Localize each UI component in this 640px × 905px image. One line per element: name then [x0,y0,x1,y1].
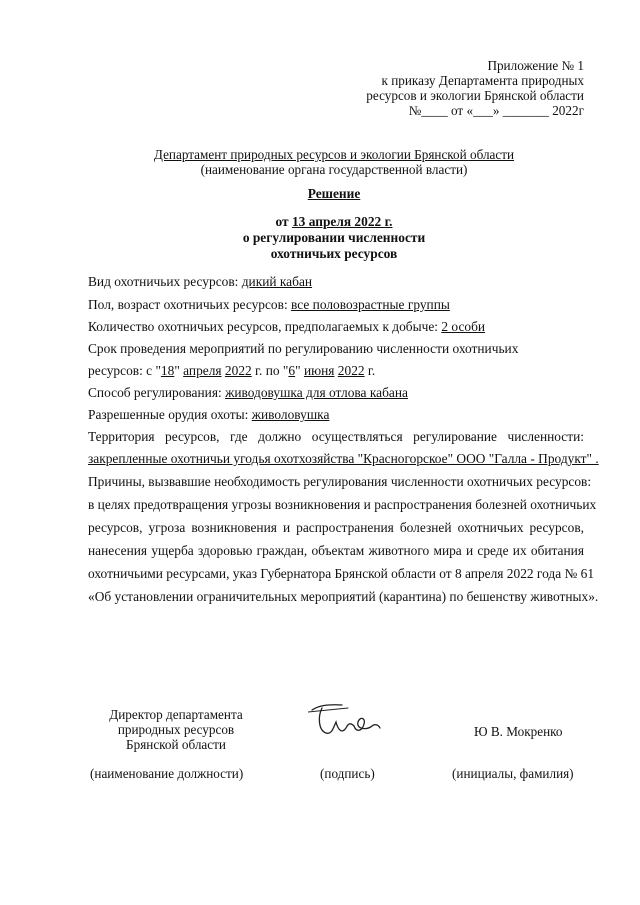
sex-age-label: Пол, возраст охотничьих ресурсов: [88,297,292,312]
sex-age-row [88,297,450,313]
period-to-day: 6 [288,363,296,378]
appendix-line-2: к приказу Департамента природных [381,73,584,88]
quantity-value: 2 особи [441,319,486,334]
reasons-line-1: Причины, вызвавшие необходимость регулирования численности охотничьих ресурсов: [88,474,592,489]
date-prefix: от [275,214,292,229]
subject-line-1: о регулировании численности [242,230,426,245]
reasons-line-2: в целях предотвращения угрозы возникновения и распространения болезней охотничьих [88,497,597,512]
tools-label: Разрешенные орудия охоты: [88,407,252,422]
tools-value: живоловушка [251,407,330,422]
appendix-line-3: ресурсов и экологии Брянской области [366,88,584,103]
reasons-line-4: нанесения ущерба здоровью граждан, объектам животного мира и среде их обитания [88,543,584,558]
method-row [88,385,408,401]
period-from-month: апреля [183,363,222,378]
period-line-1: Срок проведения мероприятий по регулированию численности охотничьих [88,341,519,356]
method-value: живодовушка для отлова кабана [225,385,408,400]
period-sep-3: " [295,363,304,378]
period-suffix: г. [364,363,376,378]
reasons-line-3: ресурсов, угроза возникновения и распространения болезней охотничьих ресурсов, [88,520,584,535]
period-from-year: 2022 [224,363,252,378]
period-sep-1: " [174,363,184,378]
species-label: Вид охотничьих ресурсов: [88,274,242,289]
decision-date [0,214,640,230]
tools-row [88,407,329,423]
quantity-label: Количество охотничьих ресурсов, предполагаемых к добыче: [88,319,442,334]
territory-line-1: Территория ресурсов, где должно осуществляться регулирование численности: [88,429,584,444]
period-to-year: 2022 [337,363,365,378]
period-to-month: июня [303,363,335,378]
subject-line-2: охотничьих ресурсов [270,246,398,261]
date-value: 13 апреля 2022 г. [291,214,393,229]
caption-name: (инициалы, фамилия) [452,766,574,781]
quantity-row [88,319,485,335]
species-value: дикий кабан [241,274,313,289]
caption-position: (наименование должности) [90,766,244,781]
position-line-3: Брянской области [126,737,226,752]
reasons-line-6: «Об установлении ограничительных мероприятий (карантина) по бешенству животных». [88,589,599,604]
period-sep-2: г. по " [251,363,289,378]
handwritten-signature [308,700,394,744]
appendix-line-4: №____ от «___» _______ 2022г [408,103,584,118]
authority-caption: (наименование органа государственной власти) [200,162,468,177]
authority-name: Департамент природных ресурсов и экологии Брянской области [153,147,515,162]
territory-value: закрепленные охотничьи угодья охотхозяйства "Красногорское" ООО "Галла - Продукт" . [88,451,599,466]
period-line-2 [88,363,375,379]
appendix-line-1: Приложение № 1 [487,58,584,73]
period-prefix: ресурсов: с " [88,363,161,378]
reasons-line-5: охотничьими ресурсами, указ Губернатора Брянской области от 8 апреля 2022 года № 61 [88,566,595,581]
position-line-2: природных ресурсов [117,722,235,737]
document-heading: Решение [307,186,361,201]
species-row [88,274,312,290]
signatory-name: Ю В. Мокренко [474,724,563,739]
caption-signature: (подпись) [320,766,375,781]
sex-age-value: все половозрастные группы [291,297,450,312]
method-label: Способ регулирования: [88,385,226,400]
position-line-1: Директор департамента [109,707,243,722]
period-from-day: 18 [160,363,175,378]
